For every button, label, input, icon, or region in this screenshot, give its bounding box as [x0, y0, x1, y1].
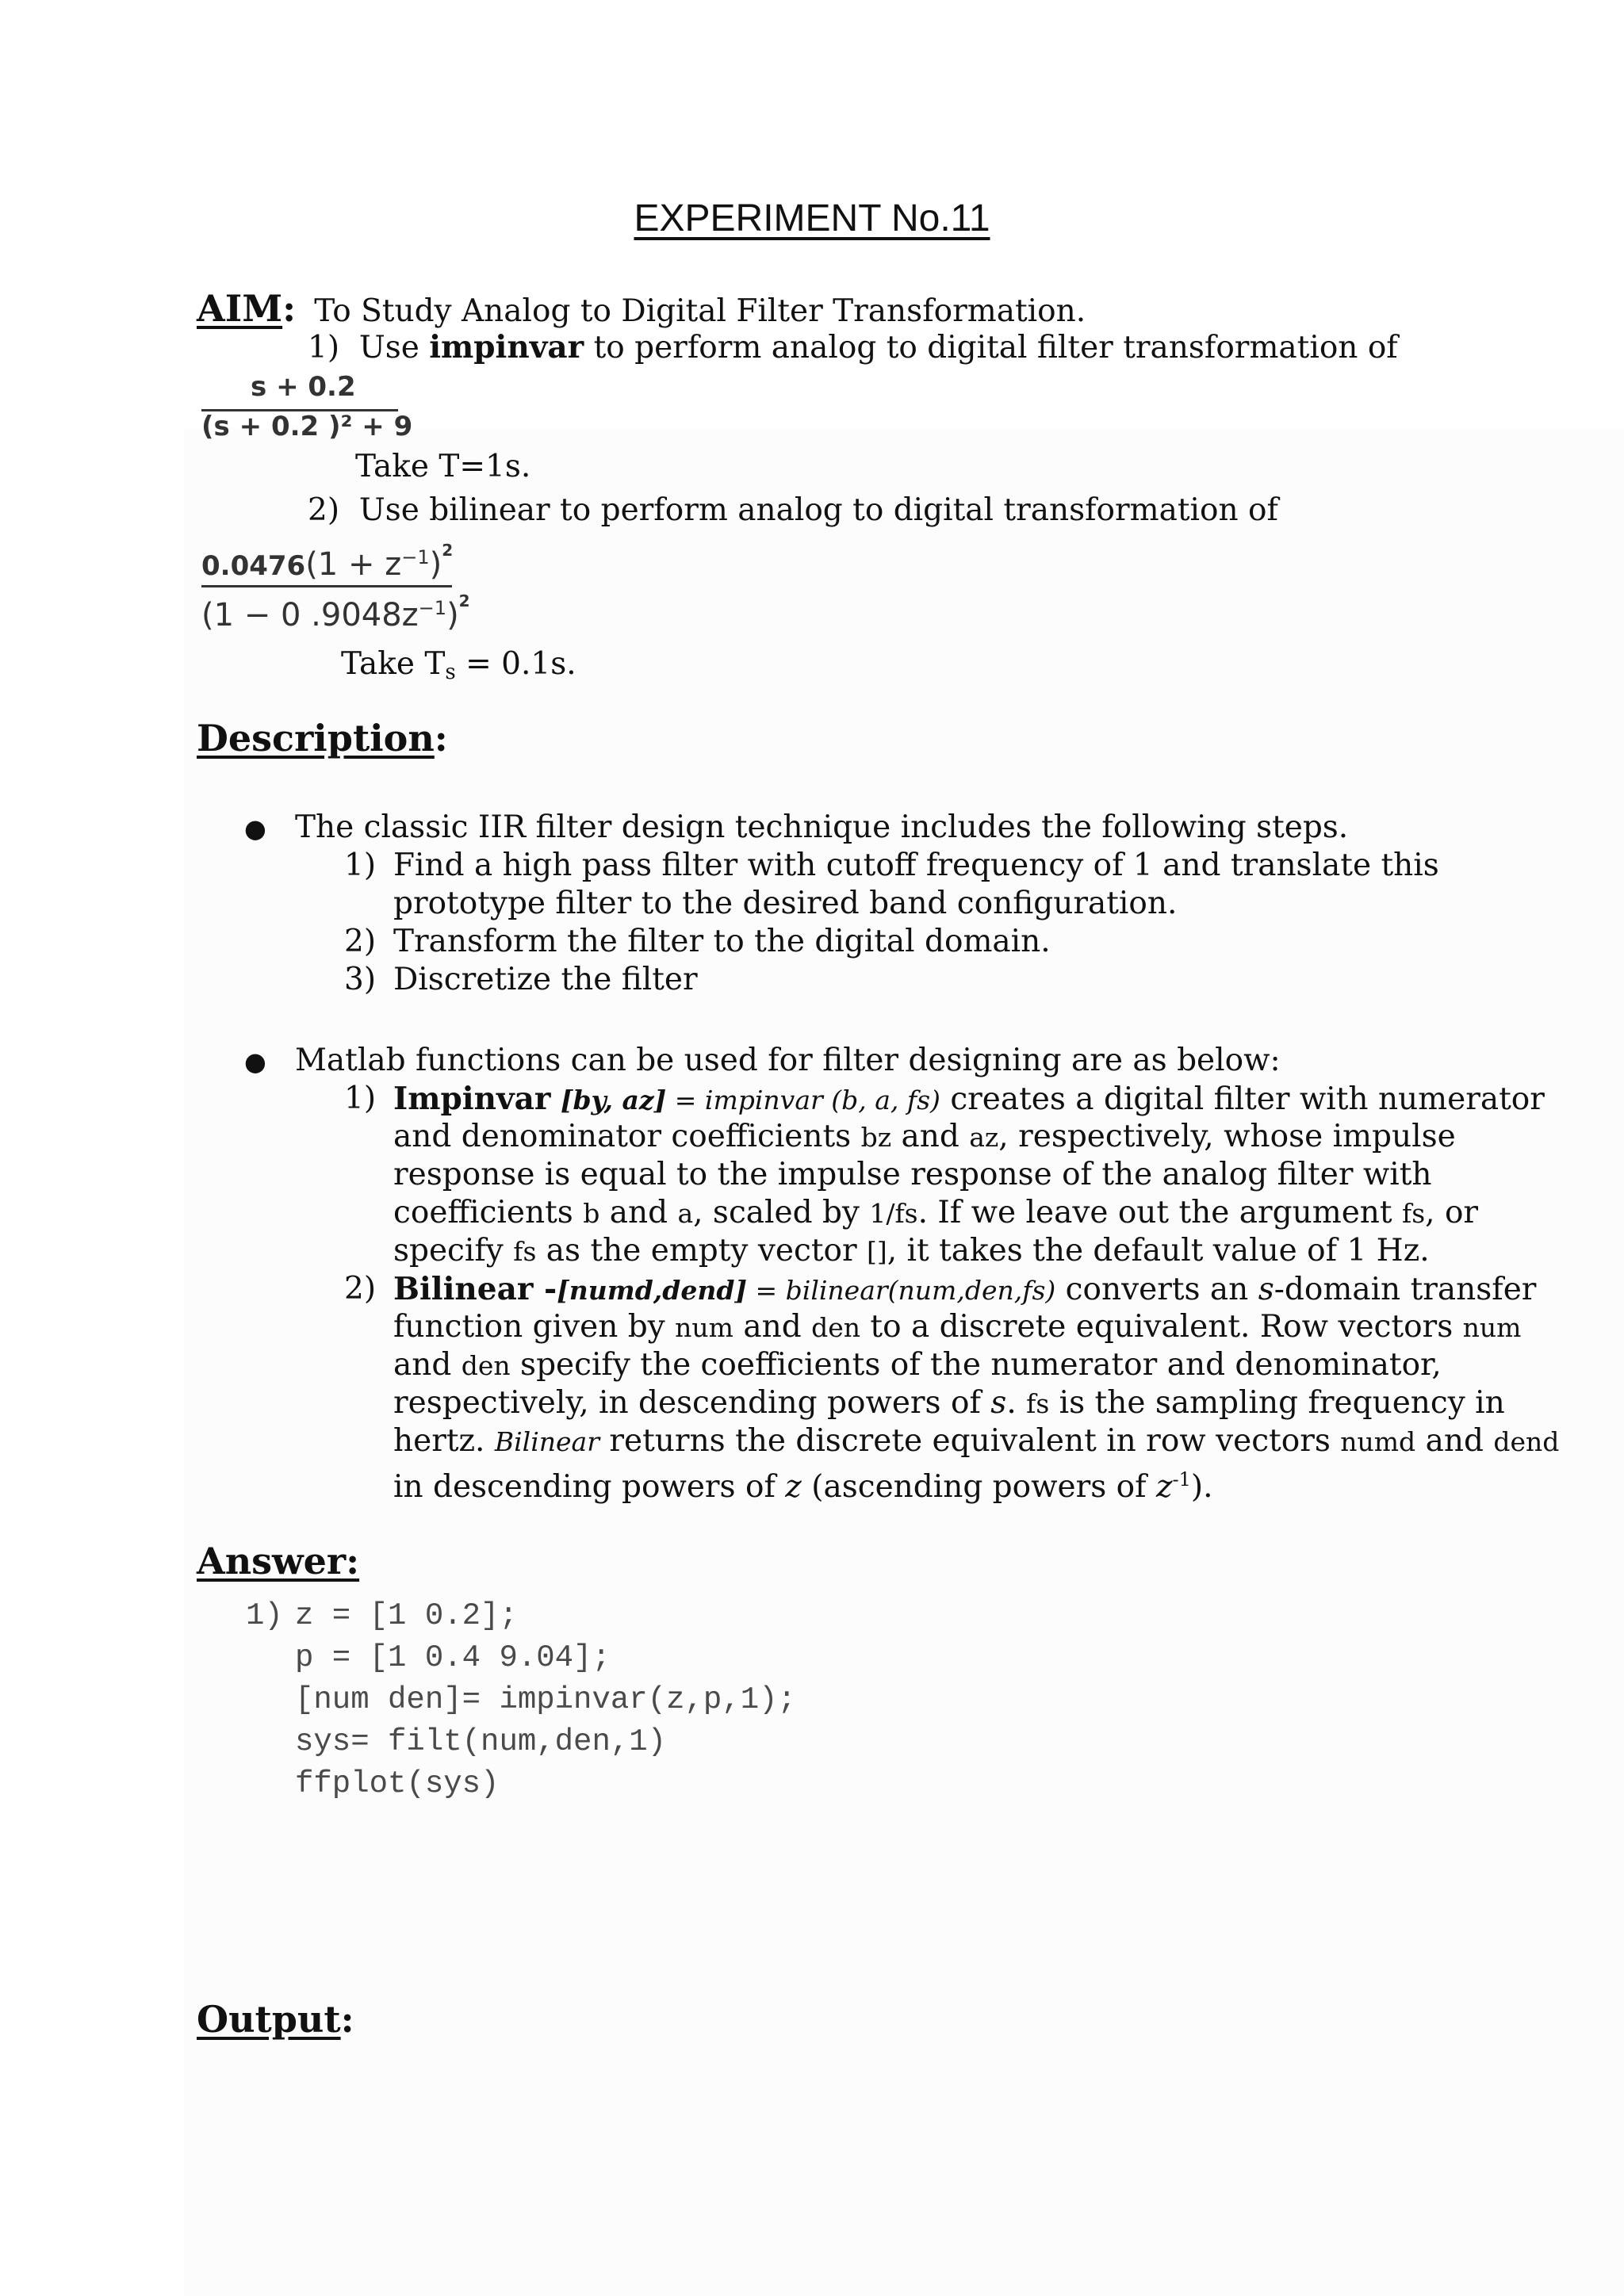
description-heading: Description:	[197, 717, 448, 760]
step-1-line-1: Find a high pass filter with cutoff frequency of 1 and translate this	[393, 848, 1439, 883]
aim-item-2: 2) Use bilinear to perform analog to digital transformation of	[308, 492, 1278, 528]
function-1-line-5: specify fs as the empty vector [], it takes the default value of 1 Hz.	[393, 1233, 1430, 1269]
function-2-line-1: Bilinear -[numd,dend] = bilinear(num,den,fs) converts an s-domain transfer	[393, 1271, 1537, 1307]
function-2-number: 2)	[344, 1271, 377, 1307]
step-3-number: 3)	[344, 962, 377, 997]
code-number: 1)	[246, 1598, 283, 1633]
function-1-line-2: and denominator coefficients bz and az, respectively, whose impulse	[393, 1119, 1456, 1154]
function-2-line-4: respectively, in descending powers of s. fs is the sampling frequency in	[393, 1385, 1505, 1421]
function-2-line-2: function given by num and den to a discrete equivalent. Row vectors num	[393, 1309, 1522, 1345]
aim-section	[197, 287, 1086, 331]
aim-heading: AIM:	[197, 287, 297, 330]
equation-2-fraction-line	[201, 585, 452, 587]
aim-item-1: 1) Use impinvar to perform analog to digital filter transformation of	[308, 329, 1398, 365]
description-bullet-1: The classic IIR filter design technique includes the following steps.	[295, 809, 1349, 845]
function-1-line-4: coefficients b and a, scaled by 1/fs. If we leave out the argument fs, or	[393, 1195, 1479, 1230]
function-2-line-3: and den specify the coefficients of the numerator and denominator,	[393, 1347, 1442, 1383]
equation-1-denominator: (s + 0.2 )² + 9	[201, 411, 413, 442]
step-3-line-1: Discretize the filter	[393, 962, 698, 997]
equation-2-numerator: $0.0476(1 + z^{-1})^2$	[201, 541, 454, 583]
function-1-line-3: response is equal to the impulse response of the analog filter with	[393, 1157, 1432, 1192]
code-line-2: p = [1 0.4 9.04];	[295, 1640, 611, 1675]
bullet-icon: ●	[244, 813, 266, 844]
function-1-number: 1)	[344, 1081, 377, 1116]
description-bullet-2: Matlab functions can be used for filter designing are as below:	[295, 1043, 1281, 1078]
output-heading: Output:	[197, 1998, 354, 2041]
step-2-line-1: Transform the filter to the digital domain.	[393, 924, 1051, 959]
bullet-icon: ●	[244, 1047, 266, 1077]
code-line-5: ffplot(sys)	[295, 1766, 500, 1801]
aim-item-2-take: Take $T_s = 0.1s$.	[341, 646, 576, 684]
code-line-1: z = [1 0.2];	[295, 1598, 518, 1633]
aim-text: To Study Analog to Digital Filter Transformation.	[314, 293, 1086, 329]
step-2-number: 2)	[344, 924, 377, 959]
step-1-number: 1)	[344, 848, 377, 883]
answer-heading: Answer:	[197, 1540, 360, 1582]
page-title: EXPERIMENT No.11	[634, 197, 990, 239]
function-2-line-5: hertz. Bilinear returns the discrete equivalent in row vectors numd and dend	[393, 1423, 1560, 1459]
aim-item-1-take: Take T=1s.	[355, 449, 531, 484]
function-1-line-1: Impinvar [by, az] = impinvar (b, a, fs) creates a digital filter with numerator	[393, 1081, 1545, 1117]
function-2-line-6: in descending powers of z (ascending powers of $z^{-1}$).	[393, 1468, 1213, 1505]
equation-1-numerator: s + 0.2	[251, 371, 356, 403]
equation-2-denominator: (1 − 0 $.9048z^{-1})^2$	[201, 591, 470, 633]
step-1-line-2: prototype filter to the desired band configuration.	[393, 886, 1178, 921]
code-line-3: [num den]= impinvar(z,p,1);	[295, 1682, 796, 1717]
code-line-4: sys= filt(num,den,1)	[295, 1724, 667, 1759]
